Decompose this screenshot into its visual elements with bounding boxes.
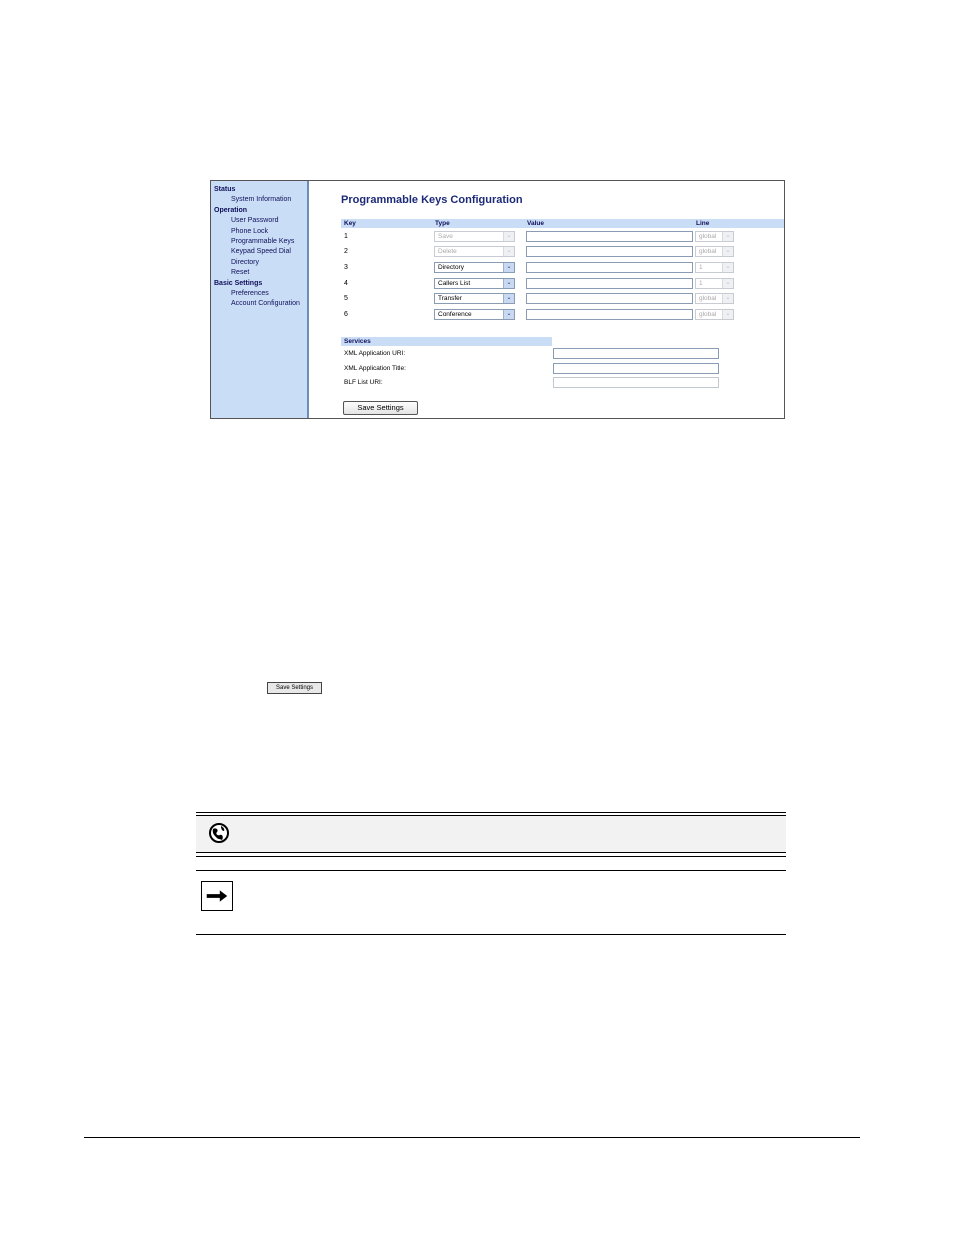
- type-select[interactable]: [434, 309, 515, 320]
- sidebar-item-user-password[interactable]: User Password: [231, 217, 279, 225]
- line-select-value: global: [699, 295, 717, 302]
- chevron-down-icon: ⌄: [722, 247, 733, 256]
- line-select-value: global: [699, 311, 717, 318]
- column-header-key: Key: [344, 220, 356, 227]
- type-select-value: Directory: [438, 264, 465, 271]
- type-select-value: Transfer: [438, 295, 462, 302]
- line-select-value: 1: [699, 264, 703, 271]
- column-header-value: Value: [527, 220, 544, 227]
- chevron-down-icon: ⌄: [503, 294, 514, 303]
- sidebar-item-programmable-keys[interactable]: Programmable Keys: [231, 238, 295, 246]
- main-content: [311, 181, 784, 418]
- value-input[interactable]: [526, 262, 693, 273]
- xml-application-uri-label: XML Application URI:: [344, 350, 406, 357]
- blf-list-uri-label: BLF List URI:: [344, 379, 383, 386]
- line-select[interactable]: [695, 262, 734, 273]
- table-row: [311, 230, 784, 244]
- sidebar-item-directory[interactable]: Directory: [231, 258, 260, 266]
- divider-line: [196, 856, 786, 857]
- table-row: [311, 261, 784, 275]
- chevron-down-icon: ⌄: [503, 279, 514, 288]
- column-header-line: Line: [696, 220, 710, 227]
- type-select[interactable]: [434, 278, 515, 289]
- nav-section-title[interactable]: Status: [214, 186, 236, 193]
- nav-section-status: [214, 185, 307, 206]
- line-select-value: global: [699, 248, 717, 255]
- sidebar-item-system-information[interactable]: System Information: [231, 196, 292, 204]
- web-ui-screenshot: [210, 180, 785, 419]
- sidebar-item-preferences[interactable]: Preferences: [231, 290, 269, 298]
- table-row: [311, 245, 784, 259]
- table-row: [311, 308, 784, 322]
- arrow-right-icon: [201, 881, 233, 911]
- key-number: 2: [344, 248, 348, 255]
- save-settings-button-image: Save Settings: [267, 682, 322, 694]
- nav-section-title[interactable]: Basic Settings: [214, 279, 263, 287]
- line-select[interactable]: [695, 293, 734, 304]
- type-select-value: Conference: [438, 311, 472, 318]
- chevron-down-icon: ⌄: [722, 232, 733, 241]
- type-select[interactable]: [434, 246, 515, 257]
- column-header-type: Type: [435, 220, 450, 227]
- table-row: [311, 292, 784, 306]
- line-select[interactable]: [695, 278, 734, 289]
- nav-section-operation: [214, 206, 307, 279]
- chevron-down-icon: ⌄: [722, 310, 733, 319]
- sidebar-item-reset[interactable]: Reset: [231, 269, 250, 277]
- save-settings-button[interactable]: Save Settings: [343, 401, 418, 415]
- type-select[interactable]: [434, 293, 515, 304]
- chevron-down-icon: ⌄: [503, 263, 514, 272]
- table-row: [311, 277, 784, 291]
- chevron-down-icon: ⌄: [503, 310, 514, 319]
- type-select[interactable]: [434, 231, 515, 242]
- services-header: [341, 337, 552, 346]
- line-select-value: global: [699, 233, 717, 240]
- chevron-down-icon: ⌄: [722, 279, 733, 288]
- xml-application-uri-input[interactable]: [553, 348, 719, 359]
- globe-icon: [208, 822, 230, 844]
- xml-application-title-input[interactable]: [553, 363, 719, 374]
- chevron-down-icon: ⌄: [722, 294, 733, 303]
- line-select[interactable]: [695, 246, 734, 257]
- divider-line: [196, 812, 786, 813]
- key-number: 4: [344, 280, 348, 287]
- xml-application-title-label: XML Application Title:: [344, 365, 406, 372]
- keys-table-header: [341, 219, 784, 228]
- value-input[interactable]: [526, 278, 693, 289]
- key-number: 3: [344, 264, 348, 271]
- chevron-down-icon: ⌄: [722, 263, 733, 272]
- nav-section-basic-settings: [214, 279, 307, 310]
- value-input[interactable]: [526, 293, 693, 304]
- services-header-label: Services: [344, 338, 371, 345]
- line-select-value: 1: [699, 280, 703, 287]
- type-select-value: Save: [438, 233, 453, 240]
- key-number: 6: [344, 311, 348, 318]
- sidebar-item-phone-lock[interactable]: Phone Lock: [231, 227, 268, 235]
- blf-list-uri-input[interactable]: [553, 377, 719, 388]
- key-number: 1: [344, 233, 348, 240]
- value-input[interactable]: [526, 309, 693, 320]
- type-select[interactable]: [434, 262, 515, 273]
- chevron-down-icon: ⌄: [503, 247, 514, 256]
- note-band: [196, 816, 786, 852]
- divider-line: [196, 870, 786, 871]
- nav-section-title[interactable]: Operation: [214, 206, 248, 214]
- chevron-down-icon: ⌄: [503, 232, 514, 241]
- value-input[interactable]: [526, 246, 693, 257]
- key-number: 5: [344, 295, 348, 302]
- type-select-value: Delete: [438, 248, 457, 255]
- sidebar-item-keypad-speed-dial[interactable]: Keypad Speed Dial: [231, 248, 291, 256]
- value-input[interactable]: [526, 231, 693, 242]
- sidebar-item-account-configuration[interactable]: Account Configuration: [231, 300, 300, 308]
- line-select[interactable]: [695, 309, 734, 320]
- divider-line: [196, 934, 786, 935]
- page-title: Programmable Keys Configuration: [341, 194, 523, 206]
- line-select[interactable]: [695, 231, 734, 242]
- divider-line: [196, 852, 786, 853]
- footer-rule: [84, 1137, 860, 1138]
- sidebar-nav: [211, 181, 309, 418]
- type-select-value: Callers List: [438, 280, 471, 287]
